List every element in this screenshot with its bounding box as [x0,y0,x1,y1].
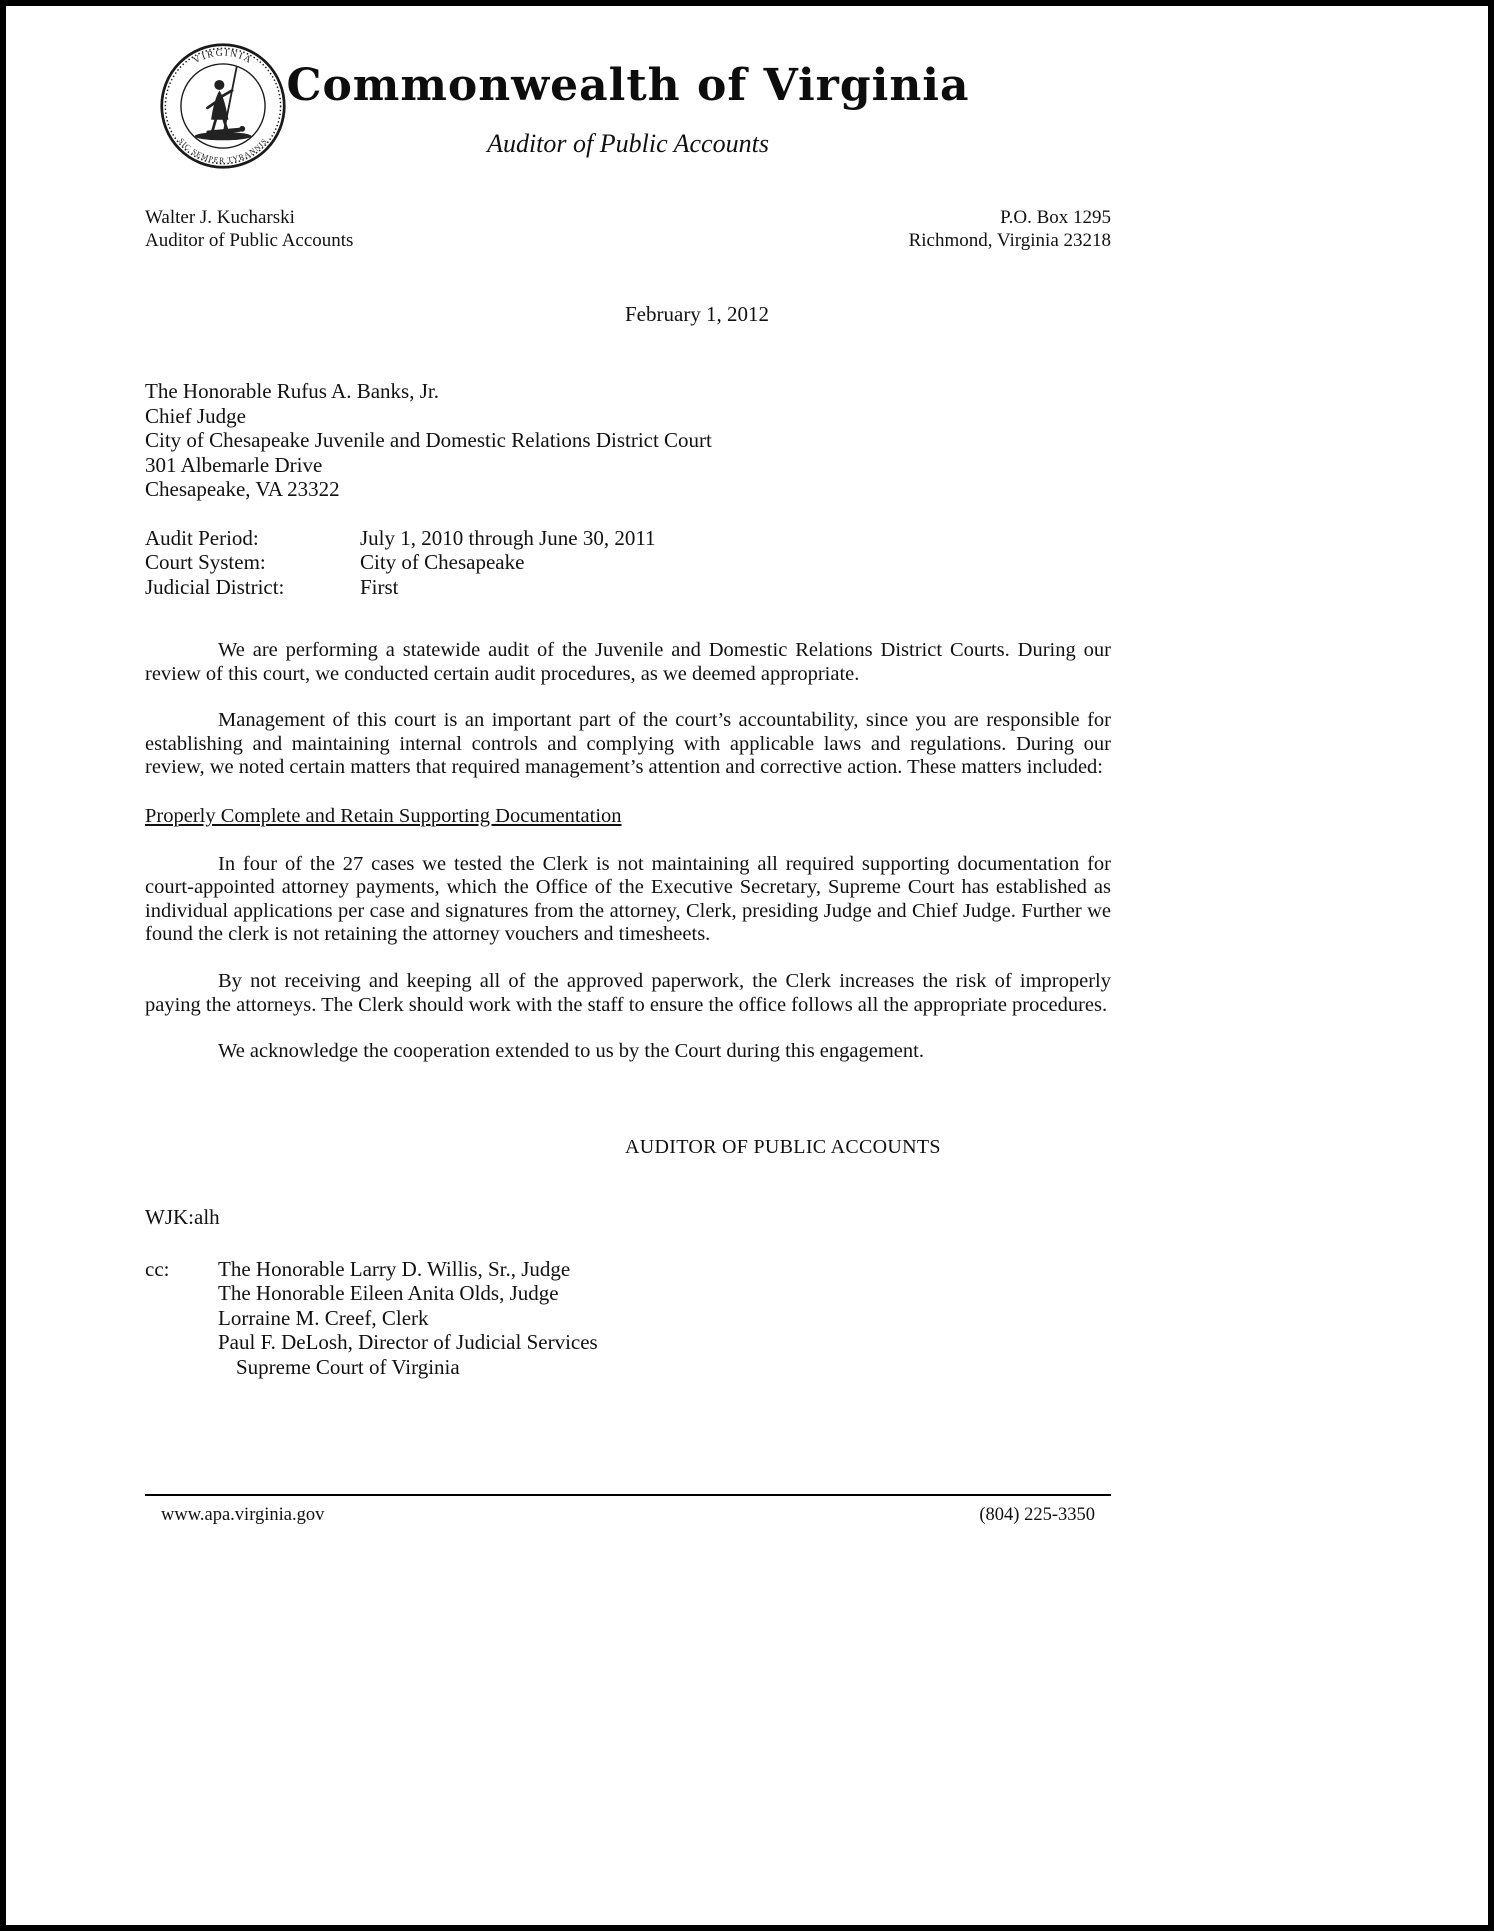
paragraph: We are performing a statewide audit of the Juvenile and Domestic Relations District Courts. During our review of this court, we conducted certain audit procedures, as we deemed appropriate. [145,639,1111,685]
letter-body [145,639,1111,1064]
audit-period-value: July 1, 2010 through June 30, 2011 [360,525,656,550]
seal-motto-top: VIRGINIA [191,47,255,67]
signature-block: AUDITOR OF PUBLIC ACCOUNTS [625,1135,941,1158]
recipient-court: City of Chesapeake Juvenile and Domestic Relations District Court [145,428,712,452]
cc-name: The Honorable Eileen Anita Olds, Judge [218,1281,559,1306]
page-subtitle: Auditor of Public Accounts [487,129,769,158]
cc-names [218,1257,598,1380]
cc-name: Lorraine M. Creef, Clerk [218,1305,429,1330]
footer-phone: (804) 225-3350 [979,1505,1095,1525]
judicial-district-value: First [360,574,399,599]
paragraph: We acknowledge the cooperation extended to us by the Court during this engagement. [218,1040,924,1063]
virginia-state-seal-icon [159,36,287,176]
judicial-district-label: Judicial District: [145,574,285,599]
audit-info [145,526,1111,600]
audit-info-row [145,575,1111,600]
letter-content [145,6,1111,1379]
title-block [145,36,1111,159]
page-footer [145,1494,1111,1526]
court-system-value: City of Chesapeake [360,550,525,574]
recipient-title: Chief Judge [145,403,246,428]
court-system-label: Court System: [145,550,266,574]
letter-date: February 1, 2012 [625,302,770,326]
paragraph: Management of this court is an important part of the court’s accountability, since you are responsible for establishing and maintaining internal controls and complying with applicable laws and regulations. During our review, we noted certain matters that required management’s attention and corrective action. These matters included: [145,709,1111,779]
cc-label: cc: [145,1256,170,1281]
recipient-city: Chesapeake, VA 23322 [145,477,340,501]
official-block [145,206,353,252]
section-heading: Properly Complete and Retain Supporting Documentation [145,804,622,827]
page-title: Commonwealth of Virginia [286,60,970,111]
audit-info-row [145,550,1111,575]
footer-row [145,1496,1111,1526]
po-box-line: P.O. Box 1295 [1000,207,1111,228]
audit-info-row [145,526,1111,551]
contact-row [145,206,1111,252]
cc-name: Paul F. DeLosh, Director of Judicial Services [218,1330,598,1355]
city-state-zip-line: Richmond, Virginia 23218 [908,230,1111,251]
reference-initials: WJK:alh [145,1204,220,1229]
letterhead [145,36,1111,194]
recipient-street: 301 Albemarle Drive [145,452,323,477]
cc-sub-line: Supreme Court of Virginia [236,1354,460,1379]
recipient-name: The Honorable Rufus A. Banks, Jr. [145,379,439,403]
paragraph: By not receiving and keeping all of the approved paperwork, the Clerk increases the risk of improperly paying the attorneys. The Clerk should work with the staff to ensure the office follows all the appropriate procedures. [145,969,1111,1016]
footer-website: www.apa.virginia.gov [161,1505,325,1525]
cc-name: The Honorable Larry D. Willis, Sr., Judge [218,1256,571,1281]
official-name: Walter J. Kucharski [145,207,295,228]
seal-motto-bottom: SIC SEMPER TYRANNIS [176,136,270,165]
audit-period-label: Audit Period: [145,525,259,550]
recipient-address [145,379,1111,502]
official-title: Auditor of Public Accounts [145,230,354,251]
office-address-block [909,206,1111,252]
cc-block [145,1257,1111,1380]
paragraph: In four of the 27 cases we tested the Clerk is not maintaining all required supporting documentation for court-appointed attorney payments, which the Office of the Executive Secretary, Supreme Court has established as individual applications per case and signatures from the attorney, Clerk, presiding Judge and Chief Judge. Further we found the clerk is not retaining the attorney vouchers and timesheets. [145,852,1111,946]
